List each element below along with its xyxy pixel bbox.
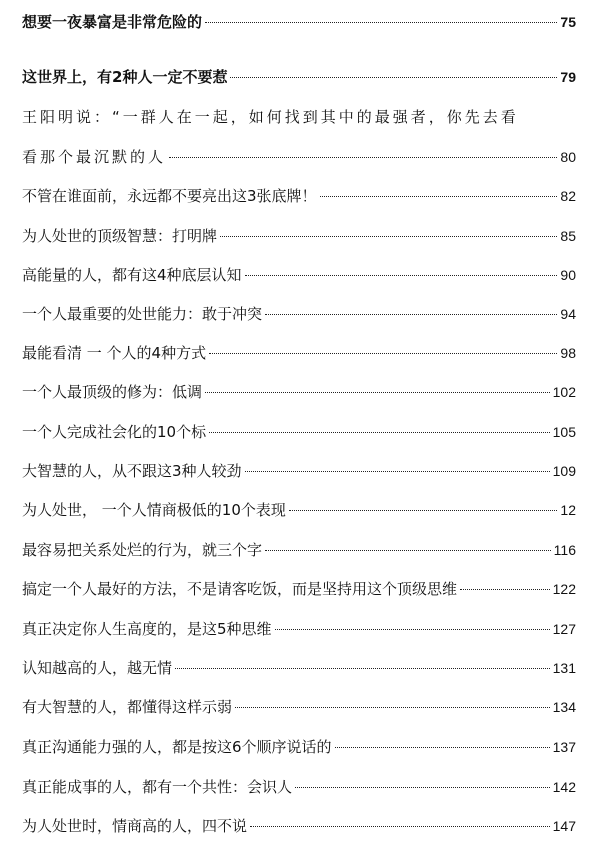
toc-entry[interactable] bbox=[22, 382, 576, 402]
dot-leader bbox=[169, 157, 557, 158]
toc-entry[interactable] bbox=[22, 147, 576, 167]
toc-entry[interactable] bbox=[22, 67, 576, 87]
toc-entry-title: 王阳明说：“一群人在一起，如何找到其中的最强者，你先去看 bbox=[22, 108, 519, 126]
toc-entry-title: 一个人最重要的处世能力：敢于冲突 bbox=[22, 305, 263, 323]
dot-leader bbox=[209, 353, 557, 354]
toc-entry[interactable] bbox=[22, 226, 576, 246]
toc-entry-page: 137 bbox=[552, 739, 576, 755]
toc-entry-title: 有大智慧的人，都懂得这样示弱 bbox=[22, 698, 233, 716]
toc-entry-title: 搞定一个人最好的方法，不是请客吃饭，而是坚持用这个顶级思维 bbox=[22, 580, 458, 598]
toc-entry-page: 147 bbox=[552, 818, 576, 834]
toc-entry-page: 85 bbox=[560, 228, 576, 244]
toc-entry-page: 80 bbox=[560, 149, 576, 165]
dot-leader bbox=[175, 668, 550, 669]
toc-entry-title: 为人处世时，情商高的人，四不说 bbox=[22, 817, 248, 835]
toc-entry[interactable] bbox=[22, 540, 576, 560]
dot-leader bbox=[230, 77, 557, 78]
toc-entry-title: 认知越高的人，越无情 bbox=[22, 659, 173, 677]
toc-entry-page: 98 bbox=[560, 345, 576, 361]
toc-entry-title: 这世界上，有2种人一定不要惹 bbox=[22, 68, 228, 86]
toc-entry[interactable] bbox=[22, 697, 576, 717]
dot-leader bbox=[335, 747, 550, 748]
toc-entry-title: 真正能成事的人，都有一个共性：会识人 bbox=[22, 778, 293, 796]
dot-leader bbox=[205, 392, 550, 393]
dot-leader bbox=[235, 707, 550, 708]
toc-entry-title: 真正沟通能力强的人，都是按这6个顺序说话的 bbox=[22, 738, 332, 756]
dot-leader bbox=[320, 196, 558, 197]
toc-entry-page: 109 bbox=[552, 463, 576, 479]
toc-entry-page: 116 bbox=[553, 542, 576, 558]
toc-entry-page: 12 bbox=[560, 502, 576, 518]
toc-entry[interactable] bbox=[22, 265, 576, 285]
toc-entry-title: 一个人最顶级的修为：低调 bbox=[22, 383, 203, 401]
toc-entry-title: 看那个最沉默的人 bbox=[22, 148, 167, 166]
toc-entry-title: 真正决定你人生高度的，是这5种思维 bbox=[22, 620, 272, 638]
toc-entry[interactable] bbox=[22, 107, 576, 127]
toc-entry[interactable] bbox=[22, 12, 576, 32]
toc-entry-title: 高能量的人，都有这4种底层认知 bbox=[22, 266, 242, 284]
dot-leader bbox=[220, 236, 557, 237]
toc-entry-page: 102 bbox=[552, 384, 576, 400]
toc-entry-title: 一个人完成社会化的10个标 bbox=[22, 423, 207, 441]
toc-entry-page: 122 bbox=[552, 581, 576, 597]
dot-leader bbox=[209, 432, 550, 433]
dot-leader bbox=[295, 787, 550, 788]
toc-entry-page: 127 bbox=[552, 621, 576, 637]
toc-entry[interactable] bbox=[22, 422, 576, 442]
toc-entry[interactable] bbox=[22, 186, 576, 206]
dot-leader bbox=[275, 629, 550, 630]
toc-entry-title: 为人处世， 一个人情商极低的10个表现 bbox=[22, 501, 286, 519]
toc-entry[interactable] bbox=[22, 343, 576, 363]
toc-entry-title: 最能看清 一 个人的4种方式 bbox=[22, 344, 207, 362]
toc-entry-page: 131 bbox=[552, 660, 576, 676]
toc-entry-title: 想要一夜暴富是非常危险的 bbox=[22, 13, 203, 31]
dot-leader bbox=[289, 510, 558, 511]
toc-entry-page: 90 bbox=[560, 267, 576, 283]
toc-entry-title: 为人处世的顶级智慧：打明牌 bbox=[22, 227, 218, 245]
toc-entry-title: 大智慧的人，从不跟这3种人较劲 bbox=[22, 462, 242, 480]
toc-entry-page: 105 bbox=[552, 424, 576, 440]
dot-leader bbox=[205, 22, 557, 23]
toc-entry[interactable] bbox=[22, 579, 576, 599]
dot-leader bbox=[460, 589, 550, 590]
toc-entry[interactable] bbox=[22, 658, 576, 678]
toc-entry-page: 75 bbox=[560, 14, 576, 30]
dot-leader bbox=[250, 826, 550, 827]
dot-leader bbox=[265, 550, 551, 551]
toc-entry[interactable] bbox=[22, 304, 576, 324]
toc-entry-title: 不管在谁面前，永远都不要亮出这3张底牌！ bbox=[22, 187, 317, 205]
toc-entry[interactable] bbox=[22, 461, 576, 481]
toc-entry[interactable] bbox=[22, 619, 576, 639]
dot-leader bbox=[245, 471, 550, 472]
toc-entry-page: 79 bbox=[560, 69, 576, 85]
toc-entry-page: 94 bbox=[560, 306, 576, 322]
toc-entry[interactable] bbox=[22, 737, 576, 757]
toc-entry-page: 142 bbox=[552, 779, 576, 795]
toc-entry-title: 最容易把关系处烂的行为，就三个字 bbox=[22, 541, 263, 559]
toc-entry-page: 134 bbox=[552, 699, 576, 715]
toc-entry[interactable] bbox=[22, 500, 576, 520]
toc-entry[interactable] bbox=[22, 777, 576, 797]
toc-entry[interactable] bbox=[22, 816, 576, 836]
toc-entry-page: 82 bbox=[560, 188, 576, 204]
dot-leader bbox=[245, 275, 558, 276]
dot-leader bbox=[265, 314, 557, 315]
